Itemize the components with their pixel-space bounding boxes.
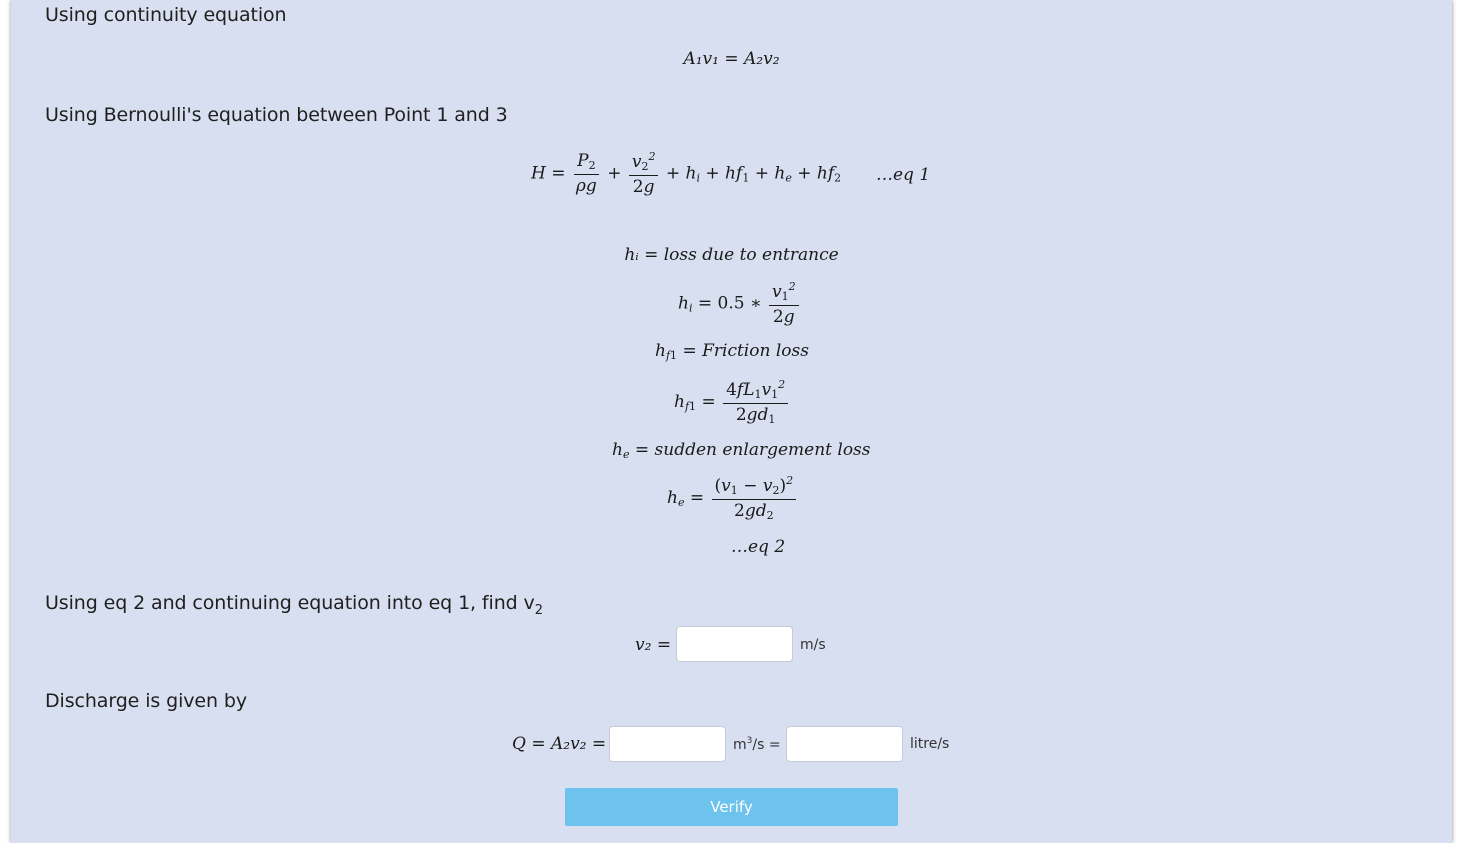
continuity-formula: A₁v₁ = A₂v₂ — [683, 49, 780, 69]
verify-button[interactable]: Verify — [565, 788, 898, 826]
he-formula: $h_e$ = $\frac{(v_1 - v_2)^2}{2gd_2}$ — [667, 475, 798, 522]
hf1-definition: $h_{f1}$ = Friction loss — [655, 341, 809, 362]
find-v2-heading-text: Using eq 2 and continuing equation into eq 1, find v — [45, 592, 535, 614]
find-v2-heading-subscript: 2 — [534, 602, 543, 618]
discharge-litres-input[interactable] — [786, 726, 903, 762]
eq2-label: …eq 2 — [731, 537, 786, 557]
eq1-label: …eq 1 — [876, 165, 931, 185]
m3s-unit-sup: 3 — [746, 736, 753, 746]
m3s-unit-prefix: m — [733, 737, 747, 753]
bernoulli-equation: H = $\frac{P_2}{\rho g}$ + $\frac{v_2^2}{2g}$ + $h_i + hf_1 + h_e + hf_2$ — [531, 150, 842, 198]
content-panel — [11, 0, 1452, 843]
hi-coefficient: 0.5 — [717, 293, 745, 314]
litres-unit: litre/s — [910, 736, 950, 752]
hi-formula: $h_i = 0.5$ ∗ $\frac{v_1^2}{2g}$ — [678, 281, 801, 327]
v2-label: v₂ = — [635, 635, 672, 655]
m3s-unit — [733, 736, 781, 753]
v2-unit: m/s — [800, 637, 826, 653]
continuity-heading: Using continuity equation — [45, 4, 287, 26]
discharge-m3s-input[interactable] — [609, 726, 726, 762]
bernoulli-heading: Using Bernoulli's equation between Point 1 and 3 — [45, 104, 508, 126]
hf1-definition-text: = Friction loss — [682, 341, 809, 361]
m3s-unit-suffix: /s = — [752, 737, 781, 753]
discharge-heading: Discharge is given by — [45, 690, 247, 712]
v2-input[interactable] — [676, 626, 793, 662]
he-definition: $h_e$ = sudden enlargement loss — [612, 440, 871, 461]
hf1-formula: $h_{f1}$ = $\frac{4fL_1v_1^2}{2gd_1}$ — [674, 379, 790, 426]
continuity-equation — [11, 51, 1452, 68]
find-v2-heading — [45, 592, 543, 618]
q-label: Q = A₂v₂ = — [512, 734, 607, 754]
he-definition-text: = sudden enlargement loss — [634, 440, 871, 460]
hi-definition: hᵢ = loss due to entrance — [624, 245, 839, 265]
